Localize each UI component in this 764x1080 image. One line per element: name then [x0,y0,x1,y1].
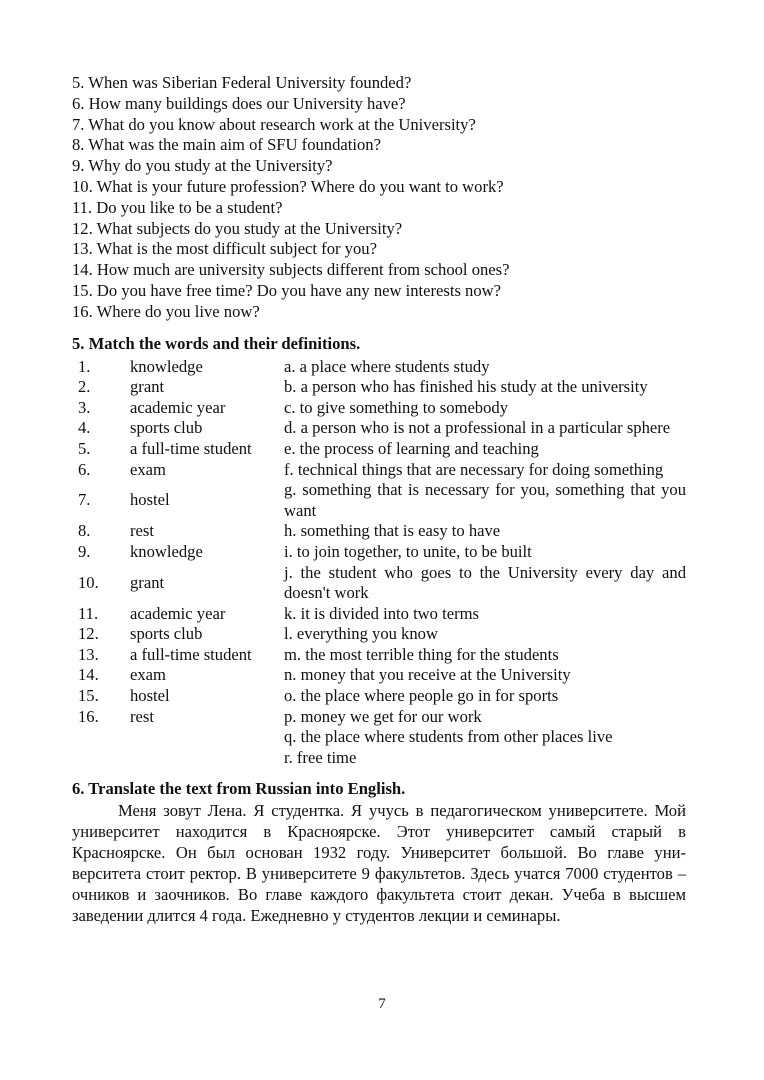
matching-row [72,398,686,419]
row-number: 13. [78,644,99,664]
row-number: 2. [78,377,91,397]
matching-row [72,418,686,439]
row-number: 4. [78,418,91,438]
term: hostel [130,490,170,510]
question-item: 5. When was Siberian Federal University founded? [72,73,412,92]
matching-row [72,439,686,460]
matching-row [72,521,686,542]
question-item: 8. What was the main aim of SFU foundation? [72,135,381,155]
definition: n. money that you receive at the University [284,665,571,685]
term: rest [130,521,154,541]
row-number: 8. [78,521,91,541]
term: hostel [130,686,170,706]
row-number: 15. [78,686,99,706]
matching-table [72,357,686,728]
term: knowledge [130,541,203,561]
definition: j. the student who goes to the University every day and doesn't work [284,562,686,603]
definition: m. the most terrible thing for the students [284,644,559,664]
definition: a. a place where students study [284,356,490,376]
term: academic year [130,397,226,417]
row-number: 7. [78,490,91,510]
term: a full-time student [130,438,252,458]
term: exam [130,665,166,685]
term: sports club [130,624,203,644]
matching-row [72,604,686,625]
term: grant [130,572,165,592]
matching-row [72,686,686,707]
matching-row [72,665,686,686]
question-item: 15. Do you have free time? Do you have any new interests now? [72,280,501,300]
question-item: 6. How many buildings does our University have? [72,93,406,113]
question-item: 9. Why do you study at the University? [72,156,333,176]
matching-row [72,460,686,481]
row-number: 16. [78,706,99,726]
question-item: 7. What do you know about research work at the University? [72,114,476,134]
matching-row [72,542,686,563]
page-number: 7 [378,996,386,1012]
matching-row [72,357,686,378]
definition-item: r. free time [284,747,357,767]
extra-definitions [284,727,686,768]
definition: i. to join together, to unite, to be built [284,541,532,561]
definition: b. a person who has finished his study at the university [284,377,648,397]
question-item: 16. Where do you live now? [72,301,260,321]
matching-row [72,645,686,666]
question-item: 12. What subjects do you study at the University? [72,218,403,238]
row-number: 6. [78,459,91,479]
question-item: 11. Do you like to be a student? [72,197,283,217]
definition: k. it is divided into two terms [284,603,479,623]
russian-text-paragraph: Меня зовут Лена. Я студентка. Я учусь в педагогическом университете. Мой университет находится в Красноярске. Этот университет самый старый в Красноярске. Он был основан 1932 году. Университет большой. Во главе университета стоит ректор. В университете 9 факультетов. Здесь учатся 7000 студентов – очников и заочников. Во главе каждого факультета стоит декан. Учеба в высшем заведении длится 4 года. Ежедневно у студентов лекции и семинары. [72,801,686,925]
row-number: 10. [78,572,99,592]
row-number: 1. [78,356,91,376]
definition: e. the process of learning and teaching [284,438,539,458]
question-item: 10. What is your future profession? Where do you want to work? [72,176,504,196]
row-number: 14. [78,665,99,685]
definition: g. something that is necessary for you, something that you want [284,480,686,520]
matching-row [72,563,686,604]
term: knowledge [130,356,203,376]
definition: o. the place where people go in for sports [284,686,559,706]
term: sports club [130,418,203,438]
matching-row [72,624,686,645]
matching-row [72,377,686,398]
definition: d. a person who is not a professional in a particular sphere [284,418,671,438]
row-number: 5. [78,438,91,458]
row-number: 9. [78,541,91,561]
definition: f. technical things that are necessary for doing something [284,459,664,479]
definition-item: q. the place where students from other places live [284,727,613,747]
row-number: 11. [78,603,99,623]
definition: p. money we get for our work [284,706,482,726]
term: rest [130,706,154,726]
definition: c. to give something to somebody [284,397,508,417]
question-item: 13. What is the most difficult subject for you? [72,239,377,259]
document-page [72,73,686,927]
term: grant [130,377,165,397]
question-item: 14. How much are university subjects different from school ones? [72,260,510,280]
exercise-6-heading: 6. Translate the text from Russian into English. [72,779,406,799]
matching-row [72,707,686,728]
definition: h. something that is easy to have [284,521,501,541]
exercise-5-heading: 5. Match the words and their definitions. [72,333,361,353]
row-number: 12. [78,624,99,644]
matching-row [72,480,686,521]
term: exam [130,459,166,479]
term: academic year [130,603,226,623]
term: a full-time student [130,644,252,664]
question-list [72,73,686,323]
row-number: 3. [78,397,91,417]
definition: l. everything you know [284,624,438,644]
